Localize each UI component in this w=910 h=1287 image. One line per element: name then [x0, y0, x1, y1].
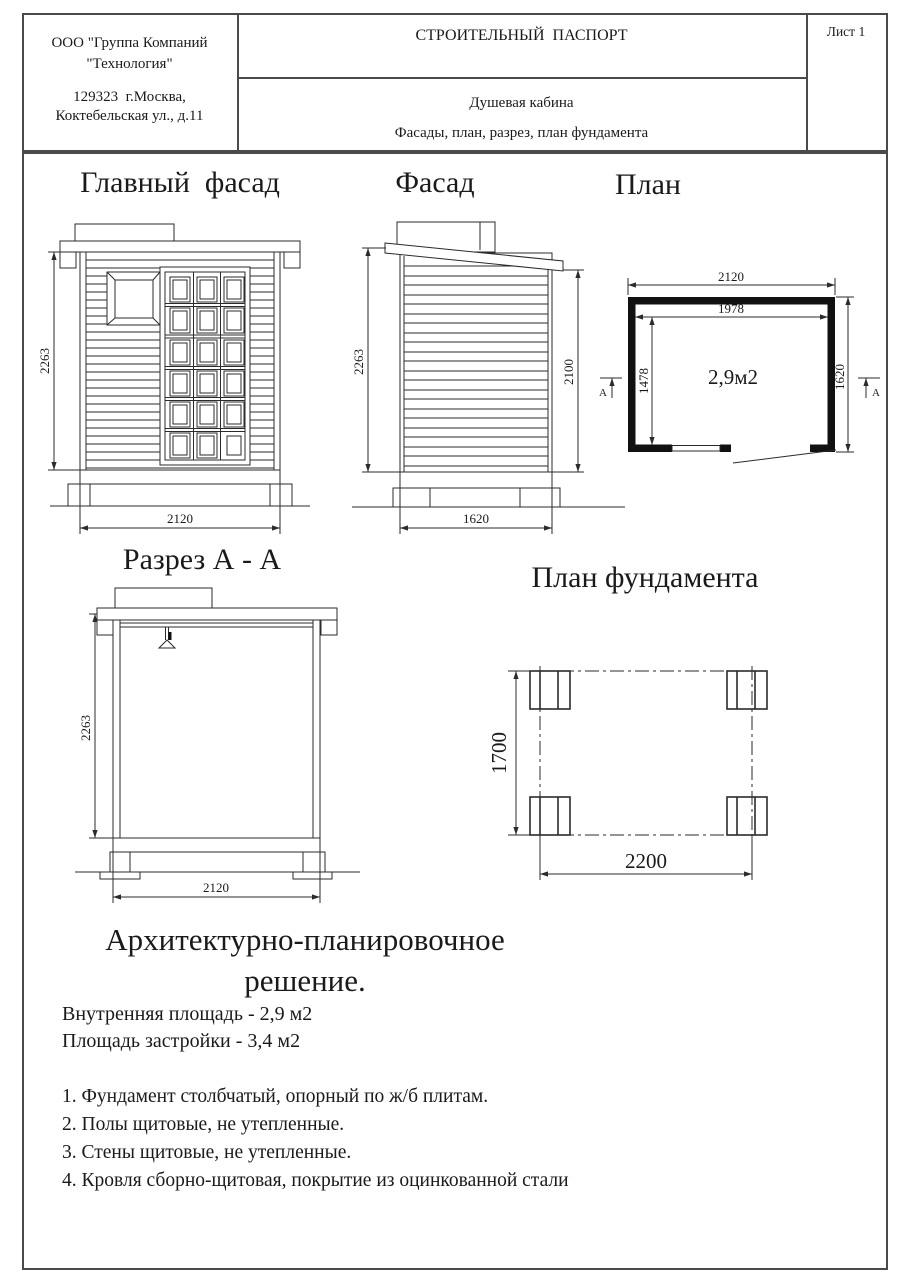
dim-label-width: 2120 [203, 880, 229, 895]
roof-slab [97, 608, 337, 620]
dim-label-height: 2263 [78, 715, 93, 741]
dim-label-width: 2120 [167, 511, 193, 526]
siding-lines [404, 266, 548, 466]
note-item-3: 3. Стены щитовые, не утепленные. [62, 1142, 352, 1163]
document-contents: Фасады, план, разрез, план фундамента [394, 125, 649, 141]
facade-body [400, 253, 552, 472]
foundation-piers [530, 671, 767, 835]
foundation-pad-right [293, 872, 332, 879]
plan-window [672, 446, 720, 452]
note-item-2: 2. Полы щитовые, не утепленные. [62, 1114, 345, 1135]
dimension-width [113, 845, 320, 903]
section-mark-left [599, 378, 622, 399]
dim-label-width-inner: 1978 [718, 301, 744, 316]
door-swing [733, 450, 836, 463]
main-facade-drawing [30, 210, 330, 545]
dimension-height [78, 614, 113, 838]
dimension-width [80, 470, 280, 534]
side-facade-title: Фасад [395, 166, 475, 199]
main-facade-title: Главный фасад [80, 166, 280, 199]
sloped-roof-slab [385, 243, 563, 271]
section-mark-letter: А [599, 387, 607, 399]
note-item-4: 4. Кровля сборно-щитовая, покрытие из оцинкованной стали [62, 1170, 569, 1191]
dim-label-height: 2263 [37, 348, 52, 374]
plan-drawing [580, 255, 900, 480]
note-item-1: 1. Фундамент столбчатый, опорный по ж/б плитам. [62, 1086, 489, 1107]
document-title: СТРОИТЕЛЬНЫЙ ПАСПОРТ [415, 27, 628, 44]
document-subject: Душевая кабина [469, 95, 574, 111]
foundation-pad-left [100, 872, 140, 879]
plan-title: План [614, 168, 681, 201]
dim-label-depth-inner: 1478 [636, 368, 651, 394]
dimension-width [540, 836, 752, 880]
dimension-depth [487, 671, 530, 835]
section-walls [113, 620, 320, 838]
foundation-plan-drawing [480, 640, 820, 890]
roof-slab [60, 241, 300, 252]
built-area-text: Площадь застройки - 3,4 м2 [62, 1030, 301, 1052]
notes-heading-line2: решение. [244, 963, 366, 998]
window [107, 272, 160, 325]
dimension-height [37, 252, 80, 470]
sheet-number: Лист 1 [826, 24, 866, 39]
company-name-line2: "Технология" [86, 56, 173, 72]
company-address-line1: 129323 г.Москва, [73, 89, 186, 105]
section-drawing [60, 580, 380, 910]
panel-door [160, 267, 250, 465]
foundation-plan-title: План фундамента [531, 561, 759, 594]
shower-head [159, 627, 175, 648]
dim-label-depth: 1700 [487, 732, 511, 774]
title-block-divider-middle [237, 77, 806, 79]
dimension-width-outer [628, 269, 835, 295]
base-plinth [75, 838, 360, 879]
internal-area-text: Внутренняя площадь - 2,9 м2 [62, 1003, 313, 1025]
company-name-line1: ООО "Группа Компаний [51, 35, 208, 51]
notes-heading-line1: Архитектурно-планировочное [105, 922, 505, 957]
dim-label-width: 2200 [625, 849, 667, 873]
dim-label-height-right: 2100 [561, 359, 576, 385]
axis-lines [535, 666, 758, 840]
dimension-width [400, 472, 552, 534]
section-mark-right [858, 378, 880, 399]
dimension-depth-inner [636, 317, 655, 445]
dimension-height-left [351, 248, 400, 472]
roof-parapet [75, 224, 174, 241]
base-plinth [50, 470, 310, 506]
dimension-depth-outer [832, 297, 854, 452]
dim-label-depth-outer: 1620 [832, 364, 847, 390]
plan-area-label: 2,9м2 [707, 365, 759, 389]
dim-label-width: 1620 [463, 511, 489, 526]
company-address-line2: Коктебельская ул., д.11 [55, 108, 204, 124]
dim-label-width-outer: 2120 [718, 269, 744, 284]
section-title: Разрез А - А [122, 543, 282, 576]
roof-parapet [115, 588, 212, 608]
dim-label-height-left: 2263 [351, 349, 366, 375]
section-mark-letter: А [872, 387, 880, 399]
